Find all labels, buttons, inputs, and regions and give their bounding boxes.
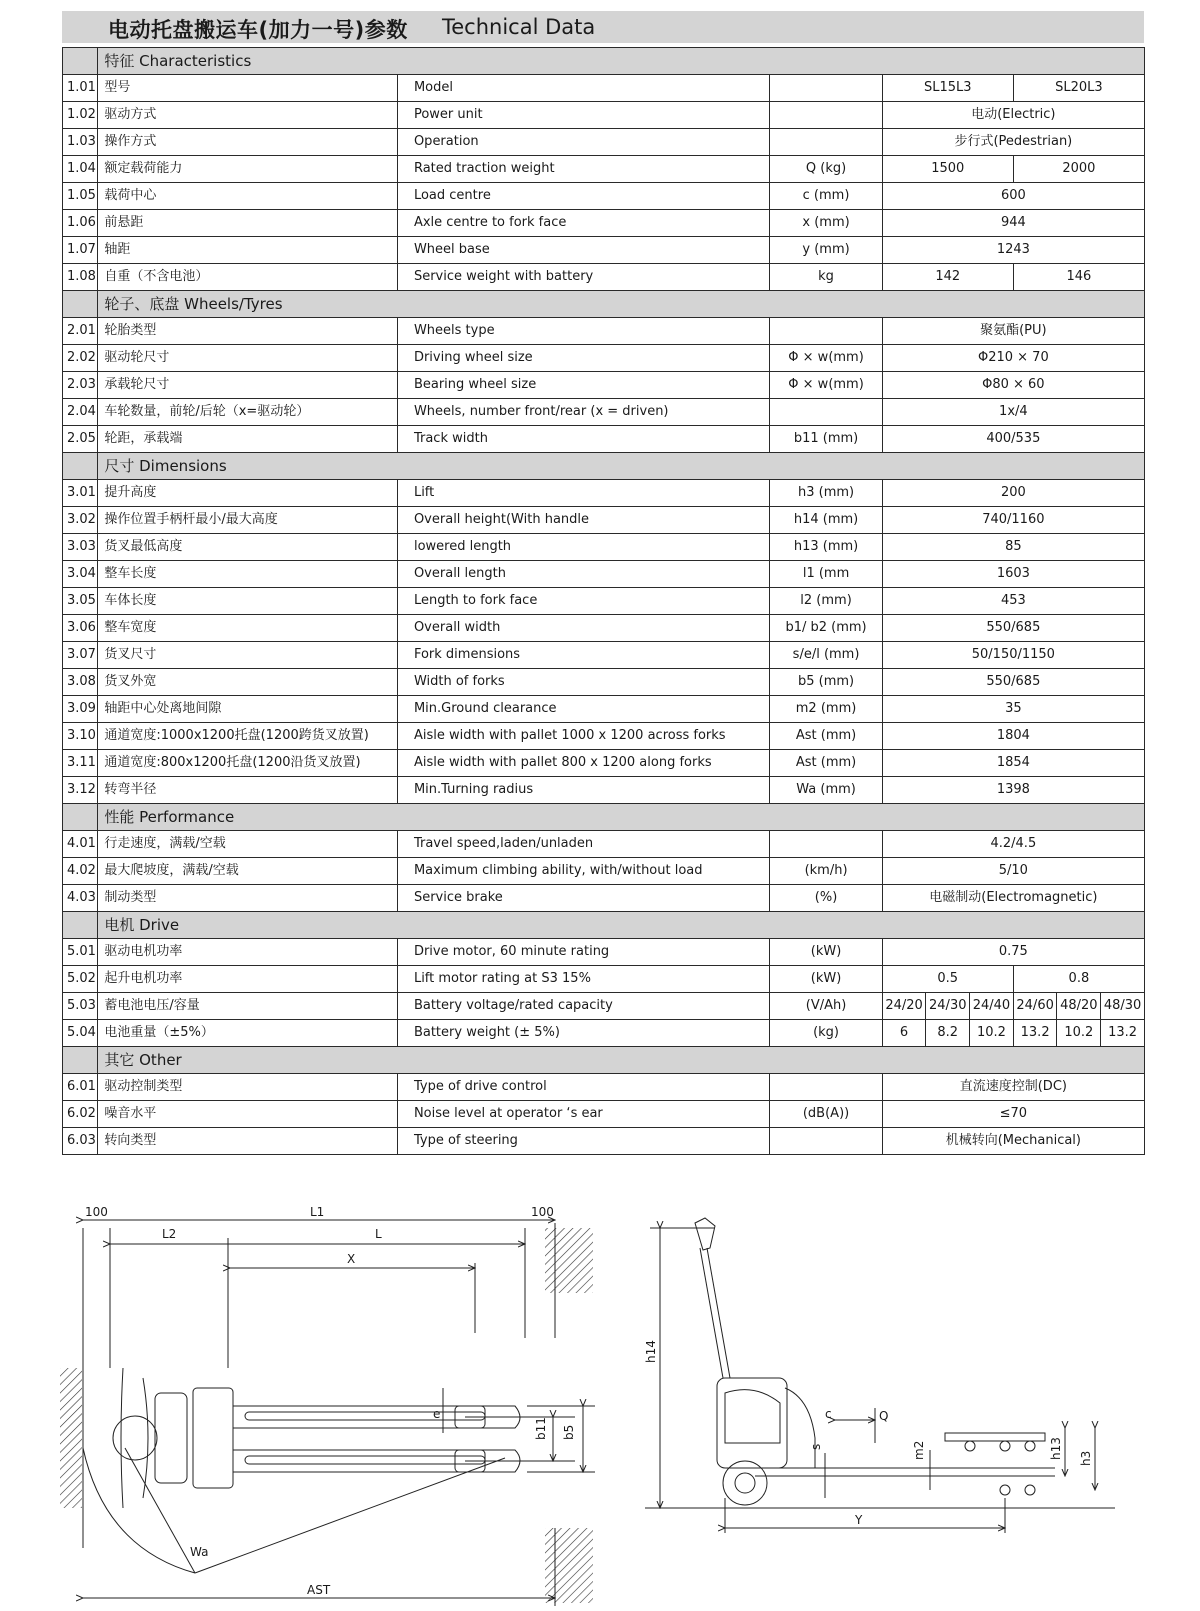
row-value: 1854 <box>882 750 1144 777</box>
dim-x: X <box>347 1252 356 1266</box>
section-title: 性能 Performance <box>98 804 1145 831</box>
row-value: 600 <box>882 183 1144 210</box>
row-label-en: Fork dimensions <box>397 642 769 669</box>
row-value: 步行式(Pedestrian) <box>882 129 1144 156</box>
row-number: 1.02 <box>63 102 98 129</box>
dim-l: L <box>375 1227 382 1241</box>
row-unit: h3 (mm) <box>770 480 882 507</box>
table-row <box>63 858 1145 885</box>
row-value: 1804 <box>882 723 1144 750</box>
row-number: 3.04 <box>63 561 98 588</box>
row-label-en: Operation <box>397 129 769 156</box>
row-unit: (dB(A)) <box>770 1101 882 1128</box>
row-unit <box>770 1074 882 1101</box>
row-number: 3.02 <box>63 507 98 534</box>
table-row <box>63 966 1145 993</box>
table-row <box>63 318 1145 345</box>
dim-h14: h14 <box>644 1340 658 1363</box>
row-number: 1.05 <box>63 183 98 210</box>
row-label-en: Length to fork face <box>397 588 769 615</box>
top-view-drawing <box>60 1220 595 1606</box>
row-label-zh: 驱动电机功率 <box>98 939 398 966</box>
row-label-zh: 整车宽度 <box>98 615 398 642</box>
row-unit: Φ × w(mm) <box>770 345 882 372</box>
row-label-en: Aisle width with pallet 1000 x 1200 across forks <box>397 723 769 750</box>
row-label-zh: 操作方式 <box>98 129 398 156</box>
row-label-zh: 货叉外宽 <box>98 669 398 696</box>
row-number: 5.01 <box>63 939 98 966</box>
table-row <box>63 939 1145 966</box>
side-view-labels <box>644 1340 1093 1527</box>
row-label-zh: 制动类型 <box>98 885 398 912</box>
row-unit: l2 (mm) <box>770 588 882 615</box>
row-unit: b5 (mm) <box>770 669 882 696</box>
row-label-zh: 驱动方式 <box>98 102 398 129</box>
table-row <box>63 75 1145 102</box>
dim-c: c <box>825 1407 832 1421</box>
row-label-zh: 额定载荷能力 <box>98 156 398 183</box>
row-value: 50/150/1150 <box>882 642 1144 669</box>
row-label-zh: 驱动轮尺寸 <box>98 345 398 372</box>
dim-l1: L1 <box>310 1205 325 1219</box>
table-row <box>63 264 1145 291</box>
row-label-en: Rated traction weight <box>397 156 769 183</box>
page-title-bar <box>62 11 1144 43</box>
row-value: 24/20 <box>882 993 926 1020</box>
row-value: 机械转向(Mechanical) <box>882 1128 1144 1155</box>
row-value: 944 <box>882 210 1144 237</box>
table-row <box>63 1101 1145 1128</box>
row-unit: (km/h) <box>770 858 882 885</box>
row-value: 550/685 <box>882 669 1144 696</box>
row-number: 1.04 <box>63 156 98 183</box>
row-value: 4.2/4.5 <box>882 831 1144 858</box>
row-label-en: Battery weight (± 5%) <box>397 1020 769 1047</box>
row-value: 10.2 <box>970 1020 1014 1047</box>
section-header-row <box>63 48 1145 75</box>
table-row <box>63 129 1145 156</box>
row-label-zh: 整车长度 <box>98 561 398 588</box>
table-row <box>63 669 1145 696</box>
row-number: 3.09 <box>63 696 98 723</box>
row-label-zh: 操作位置手柄杆最小/最大高度 <box>98 507 398 534</box>
section-header-row <box>63 1047 1145 1074</box>
row-unit <box>770 102 882 129</box>
dim-q: Q <box>879 1409 889 1423</box>
row-label-zh: 轮距，承载端 <box>98 426 398 453</box>
section-header-spacer <box>63 912 98 939</box>
row-value: 48/20 <box>1057 993 1101 1020</box>
table-row <box>63 345 1145 372</box>
row-label-zh: 提升高度 <box>98 480 398 507</box>
row-unit: Φ × w(mm) <box>770 372 882 399</box>
row-unit <box>770 831 882 858</box>
row-value: 142 <box>882 264 1013 291</box>
row-label-en: Service weight with battery <box>397 264 769 291</box>
row-label-zh: 电池重量（±5%） <box>98 1020 398 1047</box>
section-header-row <box>63 291 1145 318</box>
row-label-en: Width of forks <box>397 669 769 696</box>
row-value: 740/1160 <box>882 507 1144 534</box>
page-title-en: Technical Data <box>442 15 596 39</box>
row-label-zh: 载荷中心 <box>98 183 398 210</box>
row-label-en: Load centre <box>397 183 769 210</box>
row-unit: l1 (mm <box>770 561 882 588</box>
row-unit: s/e/l (mm) <box>770 642 882 669</box>
dim-h3: h3 <box>1079 1450 1093 1466</box>
row-number: 1.03 <box>63 129 98 156</box>
row-unit: (kg) <box>770 1020 882 1047</box>
section-title: 轮子、底盘 Wheels/Tyres <box>98 291 1145 318</box>
row-label-zh: 转向类型 <box>98 1128 398 1155</box>
row-value: 24/30 <box>926 993 970 1020</box>
row-number: 3.03 <box>63 534 98 561</box>
row-value: 直流速度控制(DC) <box>882 1074 1144 1101</box>
table-row <box>63 777 1145 804</box>
row-value: SL20L3 <box>1013 75 1144 102</box>
row-value: 200 <box>882 480 1144 507</box>
row-value: 1243 <box>882 237 1144 264</box>
table-row <box>63 372 1145 399</box>
row-value: 10.2 <box>1057 1020 1101 1047</box>
row-label-en: Overall width <box>397 615 769 642</box>
row-label-zh: 最大爬坡度，满载/空载 <box>98 858 398 885</box>
row-number: 1.01 <box>63 75 98 102</box>
row-number: 1.08 <box>63 264 98 291</box>
row-number: 3.11 <box>63 750 98 777</box>
row-unit: m2 (mm) <box>770 696 882 723</box>
row-number: 6.01 <box>63 1074 98 1101</box>
row-value: 0.5 <box>882 966 1013 993</box>
row-value: 8.2 <box>926 1020 970 1047</box>
row-unit: Wa (mm) <box>770 777 882 804</box>
table-row <box>63 399 1145 426</box>
row-label-zh: 通道宽度:800x1200托盘(1200沿货叉放置) <box>98 750 398 777</box>
dim-y: Y <box>855 1513 863 1527</box>
row-label-en: Type of steering <box>397 1128 769 1155</box>
table-row <box>63 183 1145 210</box>
row-number: 4.01 <box>63 831 98 858</box>
row-unit: x (mm) <box>770 210 882 237</box>
row-unit: h13 (mm) <box>770 534 882 561</box>
table-row <box>63 993 1145 1020</box>
row-number: 3.07 <box>63 642 98 669</box>
row-label-en: Lift motor rating at S3 15% <box>397 966 769 993</box>
section-header-row <box>63 804 1145 831</box>
row-unit <box>770 318 882 345</box>
side-view-drawing <box>645 1218 1115 1533</box>
row-number: 3.05 <box>63 588 98 615</box>
row-label-en: Min.Turning radius <box>397 777 769 804</box>
table-row <box>63 561 1145 588</box>
row-unit <box>770 75 882 102</box>
row-number: 3.06 <box>63 615 98 642</box>
row-label-en: Wheel base <box>397 237 769 264</box>
row-unit: kg <box>770 264 882 291</box>
section-header-spacer <box>63 804 98 831</box>
row-label-en: Overall height(With handle <box>397 507 769 534</box>
row-label-en: Noise level at operator ‘s ear <box>397 1101 769 1128</box>
row-number: 2.04 <box>63 399 98 426</box>
row-value: 24/60 <box>1013 993 1057 1020</box>
row-unit: (kW) <box>770 939 882 966</box>
dim-h13: h13 <box>1049 1437 1063 1460</box>
table-row <box>63 588 1145 615</box>
row-label-zh: 轴距中心处离地间隙 <box>98 696 398 723</box>
row-value: 0.75 <box>882 939 1144 966</box>
row-label-zh: 起升电机功率 <box>98 966 398 993</box>
row-unit: Ast (mm) <box>770 750 882 777</box>
section-header-row <box>63 453 1145 480</box>
row-label-en: Battery voltage/rated capacity <box>397 993 769 1020</box>
dim-m2: m2 <box>912 1440 926 1460</box>
row-unit: (%) <box>770 885 882 912</box>
page-title-zh: 电动托盘搬运车(加力一号)参数 <box>108 18 408 42</box>
dim-s: s <box>809 1443 823 1450</box>
section-header-spacer <box>63 1047 98 1074</box>
row-value: 1603 <box>882 561 1144 588</box>
table-row <box>63 210 1145 237</box>
row-unit: Q (kg) <box>770 156 882 183</box>
row-value: 13.2 <box>1101 1020 1145 1047</box>
row-number: 4.03 <box>63 885 98 912</box>
row-value: 24/40 <box>970 993 1014 1020</box>
table-row <box>63 426 1145 453</box>
table-row <box>63 1074 1145 1101</box>
section-title: 尺寸 Dimensions <box>98 453 1145 480</box>
row-value: SL15L3 <box>882 75 1013 102</box>
row-label-en: Aisle width with pallet 800 x 1200 along forks <box>397 750 769 777</box>
table-row <box>63 642 1145 669</box>
table-row <box>63 507 1145 534</box>
row-value: 聚氨酯(PU) <box>882 318 1144 345</box>
row-value: ≤70 <box>882 1101 1144 1128</box>
row-unit: h14 (mm) <box>770 507 882 534</box>
row-number: 5.03 <box>63 993 98 1020</box>
row-label-en: Track width <box>397 426 769 453</box>
row-number: 5.02 <box>63 966 98 993</box>
table-row <box>63 750 1145 777</box>
row-value: 453 <box>882 588 1144 615</box>
row-label-en: Axle centre to fork face <box>397 210 769 237</box>
row-label-zh: 通道宽度:1000x1200托盘(1200跨货叉放置) <box>98 723 398 750</box>
row-label-en: Wheels type <box>397 318 769 345</box>
row-number: 3.10 <box>63 723 98 750</box>
row-label-zh: 货叉尺寸 <box>98 642 398 669</box>
row-label-zh: 轮胎类型 <box>98 318 398 345</box>
row-unit <box>770 399 882 426</box>
row-unit: b1/ b2 (mm) <box>770 615 882 642</box>
dimension-drawing <box>55 1205 1155 1608</box>
row-label-zh: 前悬距 <box>98 210 398 237</box>
row-label-en: lowered length <box>397 534 769 561</box>
row-label-zh: 转弯半径 <box>98 777 398 804</box>
row-label-zh: 蓄电池电压/容量 <box>98 993 398 1020</box>
section-header-row <box>63 912 1145 939</box>
row-label-en: Type of drive control <box>397 1074 769 1101</box>
row-value: 2000 <box>1013 156 1144 183</box>
row-label-en: Bearing wheel size <box>397 372 769 399</box>
row-label-en: Lift <box>397 480 769 507</box>
row-label-en: Travel speed,laden/unladen <box>397 831 769 858</box>
row-value: 6 <box>882 1020 926 1047</box>
table-row <box>63 696 1145 723</box>
row-label-en: Wheels, number front/rear (x = driven) <box>397 399 769 426</box>
row-number: 2.02 <box>63 345 98 372</box>
row-label-en: Model <box>397 75 769 102</box>
row-unit: (kW) <box>770 966 882 993</box>
row-number: 6.02 <box>63 1101 98 1128</box>
row-label-zh: 车轮数量，前轮/后轮（x=驱动轮） <box>98 399 398 426</box>
row-value: Φ80 × 60 <box>882 372 1144 399</box>
row-label-zh: 噪音水平 <box>98 1101 398 1128</box>
row-number: 3.08 <box>63 669 98 696</box>
table-row <box>63 831 1145 858</box>
row-value: 1398 <box>882 777 1144 804</box>
row-label-en: Driving wheel size <box>397 345 769 372</box>
row-unit <box>770 1128 882 1155</box>
table-row <box>63 156 1145 183</box>
row-label-en: Power unit <box>397 102 769 129</box>
row-value: 35 <box>882 696 1144 723</box>
row-value: 1x/4 <box>882 399 1144 426</box>
row-value: 146 <box>1013 264 1144 291</box>
row-label-zh: 行走速度，满载/空载 <box>98 831 398 858</box>
row-value: Φ210 × 70 <box>882 345 1144 372</box>
row-number: 2.03 <box>63 372 98 399</box>
row-value: 5/10 <box>882 858 1144 885</box>
dim-b5: b5 <box>562 1424 576 1440</box>
row-label-zh: 承载轮尺寸 <box>98 372 398 399</box>
table-row <box>63 615 1145 642</box>
row-unit <box>770 129 882 156</box>
dim-l2: L2 <box>162 1227 177 1241</box>
row-label-zh: 轴距 <box>98 237 398 264</box>
table-row <box>63 237 1145 264</box>
row-label-en: Min.Ground clearance <box>397 696 769 723</box>
row-value: 电磁制动(Electromagnetic) <box>882 885 1144 912</box>
table-row <box>63 480 1145 507</box>
row-unit: c (mm) <box>770 183 882 210</box>
row-label-zh: 货叉最低高度 <box>98 534 398 561</box>
row-number: 2.05 <box>63 426 98 453</box>
table-row <box>63 1128 1145 1155</box>
row-unit: (V/Ah) <box>770 993 882 1020</box>
row-label-en: Maximum climbing ability, with/without load <box>397 858 769 885</box>
row-number: 2.01 <box>63 318 98 345</box>
row-label-en: Drive motor, 60 minute rating <box>397 939 769 966</box>
row-value: 电动(Electric) <box>882 102 1144 129</box>
section-header-spacer <box>63 453 98 480</box>
row-value: 48/30 <box>1101 993 1145 1020</box>
row-unit: y (mm) <box>770 237 882 264</box>
row-value: 13.2 <box>1013 1020 1057 1047</box>
table-row <box>63 534 1145 561</box>
row-unit: Ast (mm) <box>770 723 882 750</box>
row-label-en: Overall length <box>397 561 769 588</box>
row-label-en: Service brake <box>397 885 769 912</box>
row-unit: b11 (mm) <box>770 426 882 453</box>
dim-wa: Wa <box>190 1545 209 1559</box>
row-number: 5.04 <box>63 1020 98 1047</box>
technical-data-table <box>62 47 1145 1155</box>
row-value: 1500 <box>882 156 1013 183</box>
row-value: 0.8 <box>1013 966 1144 993</box>
row-number: 1.06 <box>63 210 98 237</box>
section-header-spacer <box>63 48 98 75</box>
row-value: 400/535 <box>882 426 1144 453</box>
row-label-zh: 驱动控制类型 <box>98 1074 398 1101</box>
table-row <box>63 723 1145 750</box>
dim-b11: b11 <box>534 1417 548 1440</box>
dim-100-left: 100 <box>85 1205 108 1219</box>
row-label-zh: 型号 <box>98 75 398 102</box>
row-number: 4.02 <box>63 858 98 885</box>
row-label-zh: 车体长度 <box>98 588 398 615</box>
dim-ast: AST <box>307 1583 331 1597</box>
section-header-spacer <box>63 291 98 318</box>
section-title: 其它 Other <box>98 1047 1145 1074</box>
row-value: 85 <box>882 534 1144 561</box>
table-row <box>63 885 1145 912</box>
table-row <box>63 102 1145 129</box>
section-title: 电机 Drive <box>98 912 1145 939</box>
row-label-zh: 自重（不含电池） <box>98 264 398 291</box>
row-number: 3.12 <box>63 777 98 804</box>
row-number: 6.03 <box>63 1128 98 1155</box>
dim-e: e <box>433 1407 441 1421</box>
section-title: 特征 Characteristics <box>98 48 1145 75</box>
row-number: 3.01 <box>63 480 98 507</box>
row-value: 550/685 <box>882 615 1144 642</box>
table-row <box>63 1020 1145 1047</box>
top-view-labels <box>85 1205 576 1597</box>
row-number: 1.07 <box>63 237 98 264</box>
dim-100-right: 100 <box>531 1205 554 1219</box>
